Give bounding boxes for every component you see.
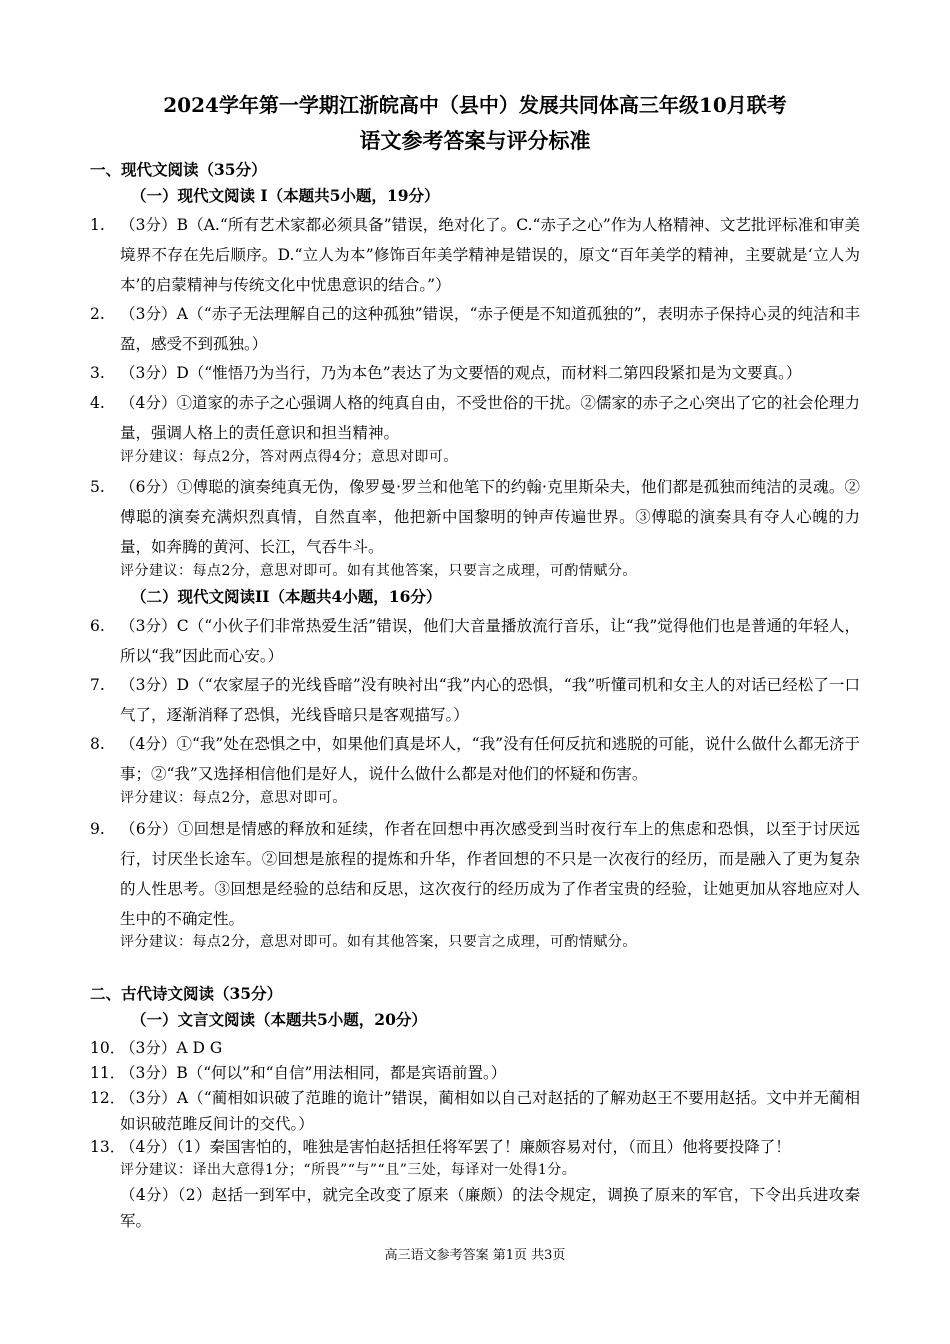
item-number: 7.	[90, 676, 105, 694]
answer-item	[90, 611, 860, 671]
section-heading-classical-reading: 二、古代诗文阅读（35分）	[90, 984, 283, 1003]
answer-item	[90, 729, 860, 789]
answer-item	[90, 1035, 860, 1061]
item-text: （3分）D（“农家屋子的光线昏暗”没有映衬出“我”内心的恐惧，“我”听懂司机和女主人的对话已经松了一口气了，逐渐消释了恐惧，光线昏暗只是客观描写。）	[120, 676, 860, 724]
page-footer: 高三语文参考答案 第1页 共3页	[384, 1248, 566, 1263]
item-number: 4.	[90, 394, 105, 412]
answer-item	[90, 472, 860, 562]
item-number: 6.	[90, 617, 105, 635]
item-number: 1.	[90, 216, 105, 234]
answer-item	[90, 670, 860, 730]
answer-item-13-2: （4分）（2）赵括一到军中，就完全改变了原来（廉颇）的法令规定，调换了原来的军官，下令出兵进攻秦军。	[120, 1186, 860, 1230]
item-number: 8.	[90, 735, 105, 753]
answer-item	[90, 814, 860, 934]
item-text: （4分）（1）秦国害怕的，唯独是害怕赵括担任将军罢了！廉颇容易对付，（而且）他将要投降了！	[120, 1138, 791, 1156]
scoring-note: 评分建议：每点2分，意思对即可。如有其他答案，只要言之成理，可酌情赋分。	[120, 563, 637, 579]
scoring-note: 评分建议：译出大意得1分；“所畏”“与”“且”三处，每译对一处得1分。	[120, 1162, 577, 1178]
item-number: 9.	[90, 820, 105, 838]
item-text: （3分）A（“蔺相如识破了范雎的诡计”错误，蔺相如以自己对赵括的了解劝赵王不要用赵括。文中并无蔺相如识破范雎反间计的交代。）	[120, 1089, 860, 1133]
subsection-heading-reading-1: （一）现代文阅读 I（本题共5小题，19分）	[131, 186, 440, 205]
subsection-heading-reading-2: （二）现代文阅读II（本题共4小题，16分）	[131, 587, 442, 606]
answer-item	[90, 1134, 860, 1160]
item-text: （3分）A（“赤子无法理解自己的这种孤独”错误，“赤子便是不知道孤独的”，表明赤子保持心灵的纯洁和丰盈，感受不到孤独。）	[120, 305, 860, 353]
answer-item	[90, 299, 860, 359]
item-text: （6分）①傅聪的演奏纯真无伪，像罗曼·罗兰和他笔下的约翰·克里斯朵夫，他们都是孤独而纯洁的灵魂。②傅聪的演奏充满炽烈真情，自然直率，他把新中国黎明的钟声传遍世界。③傅聪的演奏具有夺人心魄的力量，如奔腾的黄河、长江，气吞牛斗。	[120, 478, 860, 556]
item-number: 3.	[90, 364, 105, 382]
item-text: （3分）D（“惟悟乃为当行，乃为本色”表达了为文要悟的观点，而材料二第四段紧扣是为文要真。）	[120, 364, 802, 382]
item-number: 11．	[90, 1064, 126, 1082]
answer-item	[90, 1060, 860, 1086]
item-text: （3分）B（A.“所有艺术家都必须具备”错误，绝对化了。C.“赤子之心”作为人格精神、文艺批评标准和审美境界不存在先后顺序。D.“立人为本”修饰百年美学精神是错误的，原文“百年美学的精神，主要就是‘立人为本’的启蒙精神与传统文化中忧患意识的结合。”）	[120, 216, 860, 294]
exam-title: 2024学年第一学期江浙皖高中（县中）发展共同体高三年级10月联考	[163, 93, 787, 117]
answer-item	[90, 358, 860, 388]
section-heading-modern-reading: 一、现代文阅读（35分）	[90, 160, 267, 179]
item-text: （4分）①“我”处在恐惧之中，如果他们真是坏人，“我”没有任何反抗和逃脱的可能，说什么做什么都无济于事；②“我”又选择相信他们是好人，说什么做什么都是对他们的怀疑和伤害。	[120, 735, 860, 783]
answer-item	[90, 1085, 860, 1137]
subsection-heading-classical-prose: （一）文言文阅读（本题共5小题，20分）	[131, 1010, 427, 1029]
item-text: （6分）①回想是情感的释放和延续，作者在回想中再次感受到当时夜行车上的焦虑和恐惧，以至于讨厌远行，讨厌坐长途车。②回想是旅程的提炼和升华，作者回想的不只是一次夜行的经历，而是融入了更为复杂的人性思考。③回想是经验的总结和反思，这次夜行的经历成为了作者宝贵的经验，让她更加从容地应对人生中的不确定性。	[120, 820, 860, 928]
answer-item	[90, 388, 860, 448]
item-text: （4分）①道家的赤子之心强调人格的纯真自由，不受世俗的干扰。②儒家的赤子之心突出了它的社会伦理力量，强调人格上的责任意识和担当精神。	[120, 394, 860, 442]
scoring-note: 评分建议：每点2分，意思对即可。	[120, 790, 347, 806]
item-number: 12．	[90, 1089, 126, 1107]
item-text: （3分）A D G	[120, 1039, 223, 1057]
item-number: 13．	[90, 1138, 126, 1156]
item-text: （3分）B（“何以”和“自信”用法相同，都是宾语前置。）	[120, 1064, 507, 1082]
answer-key-title: 语文参考答案与评分标准	[359, 128, 591, 153]
answer-item	[90, 210, 860, 300]
scoring-note: 评分建议：每点2分，意思对即可。如有其他答案，只要言之成理，可酌情赋分。	[120, 934, 637, 950]
scoring-note: 评分建议：每点2分，答对两点得4分；意思对即可。	[120, 449, 458, 465]
item-number: 10．	[90, 1039, 126, 1057]
item-number: 5.	[90, 478, 105, 496]
item-text: （3分）C（“小伙子们非常热爱生活”错误，他们大音量播放流行音乐，让“我”觉得他们也是普通的年轻人，所以“我”因此而心安。）	[120, 617, 860, 665]
item-number: 2.	[90, 305, 105, 323]
